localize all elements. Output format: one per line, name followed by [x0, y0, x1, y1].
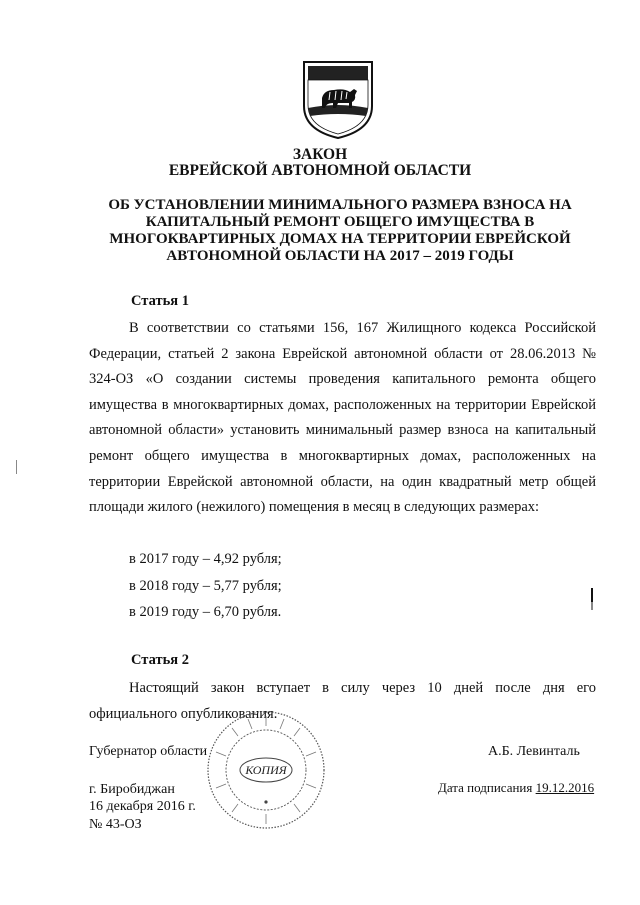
- rate-item: в 2018 году – 5,77 рубля;: [129, 577, 282, 594]
- coat-of-arms-emblem: [300, 58, 376, 142]
- copy-stamp-seal: [204, 708, 328, 832]
- law-subject-line: КАПИТАЛЬНЫЙ РЕМОНТ ОБЩЕГО ИМУЩЕСТВА В: [145, 214, 535, 230]
- law-number: № 43-ОЗ: [89, 817, 142, 832]
- stamp-center-word: КОПИЯ: [245, 763, 287, 777]
- rates-list: [129, 546, 282, 626]
- article-1-text: В соответствии со статьями 156, 167 Жилищного кодекса Российской Федерации, статьей 2 закона Еврейской автономной области от 28.06.2013 № 324-ОЗ «О создании системы проведения капитального ремонта общего имущества в многоквартирных домах, расположенных на территории Еврейской автономной области» установить минимальный размер взноса на капитальный ремонт общего имущества в многоквартирных домах, расположенных на территории Еврейской автономной области, на один квадратный метр общей площади жилого (нежилого) помещения в месяц в следующих размерах:: [89, 320, 596, 516]
- signing-date-label: Дата подписания: [438, 780, 536, 795]
- rate-item: в 2017 году – 4,92 рубля;: [129, 551, 282, 567]
- law-subject: [100, 197, 580, 265]
- adoption-date: 16 декабря 2016 г.: [89, 799, 196, 814]
- signing-date-line: [438, 780, 594, 796]
- signing-date-value: 19.12.2016: [535, 780, 595, 795]
- region-title: ЕВРЕЙСКОЙ АВТОНОМНОЙ ОБЛАСТИ: [168, 162, 472, 179]
- document-title: ЗАКОН: [292, 146, 348, 163]
- article-2-heading: Статья 2: [131, 652, 189, 668]
- article-1-heading: Статья 1: [131, 293, 189, 309]
- law-subject-line: АВТОНОМНОЙ ОБЛАСТИ НА 2017 – 2019 ГОДЫ: [166, 248, 514, 264]
- rate-item: в 2019 году – 6,70 рубля.: [129, 604, 282, 620]
- signing-city: г. Биробиджан: [89, 782, 175, 797]
- ink-mark: [590, 588, 594, 610]
- scan-mark: [16, 460, 17, 474]
- law-subject-line: МНОГОКВАРТИРНЫХ ДОМАХ НА ТЕРРИТОРИИ ЕВРЕЙСКОЙ: [109, 231, 571, 247]
- signatory-role: Губернатор области: [89, 744, 208, 759]
- article-2-text: Настоящий закон вступает в силу через 10 дней после дня его официального опубликования.: [89, 680, 596, 722]
- law-subject-line: ОБ УСТАНОВЛЕНИИ МИНИМАЛЬНОГО РАЗМЕРА ВЗНОСА НА: [108, 197, 572, 213]
- signatory-name: А.Б. Левинталь: [488, 744, 580, 759]
